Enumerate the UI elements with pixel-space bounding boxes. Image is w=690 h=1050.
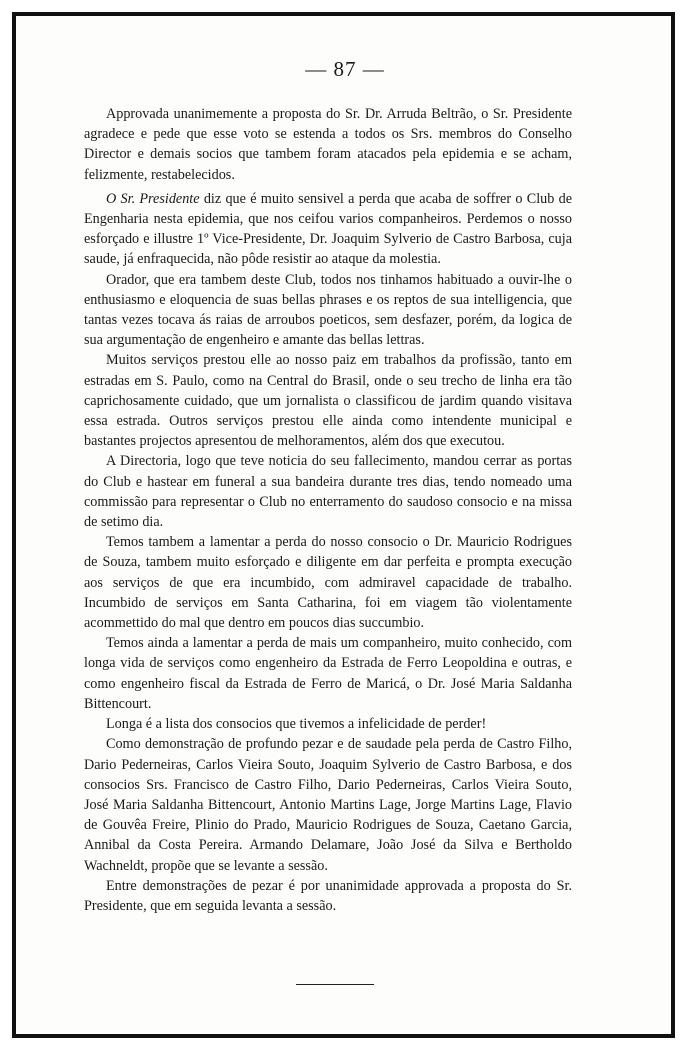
paragraph-text: Entre demonstrações de pezar é por unanimidade approvada a proposta do Sr. Presidente, que em seguida levanta a sessão.: [84, 877, 572, 914]
speaker-lead: O Sr. Presidente: [106, 190, 200, 207]
paragraph-text: Temos ainda a lamentar a perda de mais um companheiro, muito conhecido, com longa vida de serviços como engenheiro da Estrada de Ferro Leopoldina e outras, e como engenheiro fiscal da Estrada de Ferro de Maricá, o Dr. José Maria Saldanha Bittencourt.: [84, 635, 572, 712]
paragraph-text: Muitos serviços prestou elle ao nosso paiz em trabalhos da profissão, tanto em estradas em S. Paulo, como na Central do Brasil, onde o seu trecho de linha era tão caprichosamente cuidado, que um jornalista o classificou de jardim quando visitava essa estrada. Outros serviços prestou elle ainda como intendente municipal e bastantes projectos apresentou de melhoramentos, além dos que executou.: [84, 352, 572, 450]
paragraph-text: Longa é a lista dos consocios que tivemos a infelicidade de perder!: [106, 716, 487, 733]
paragraph-president-remarks: [84, 189, 572, 270]
paragraph-mauricio: [84, 532, 572, 633]
paragraph-text: Como demonstração de profundo pezar e de saudade pela perda de Castro Filho, Dario Pederneiras, Carlos Vieira Souto, Joaquim Sylverio de Castro Barbosa, e dos consocios Srs. Francisco de Castro Filho, Dario Pederneiras, Carlos Vieira Souto, José Maria Saldanha Bittencourt, Antonio Martins Lage, Jorge Martins Lage, Flavio de Gouvêa Freire, Plinio do Prado, Mauricio Rodrigues de Souza, Caetano Garcia, Annibal da Costa Pereira. Armando Delamare, João José da Silva e Bertholdo Wachneldt, propõe que se levante a sessão.: [84, 736, 572, 874]
paragraph-text: Approvada unanimemente a proposta do Sr. Dr. Arruda Beltrão, o Sr. Presidente agradece e pede que esse voto se estenda a todos os Srs. membros do Conselho Director e demais socios que tambem foram atacados pela epidemia e se acham, felizmente, restabelecidos.: [84, 106, 572, 183]
paragraph-text: Orador, que era tambem deste Club, todos nos tinhamos habituado a ouvir-lhe o enthusiasmo e eloquencia de suas bellas phrases e os reptos de sua intelligencia, que tantas vezes tocava ás raias de arroubos poeticos, sem desfazer, porém, da logica de sua argumentação de engenheiro e amante das bellas lettras.: [84, 271, 572, 349]
paragraph-saldanha: [84, 633, 572, 714]
paragraph-directoria: [84, 451, 572, 532]
paragraph-orator: [84, 270, 572, 351]
paragraph-list: [84, 714, 572, 734]
paragraph-text: diz que é muito sensivel a perda que acaba de soffrer o Club de Engenharia nesta epidemia, que nos ceifou varios companheiros. Perdemos o nosso esforçado e illustre 1º Vice-Presidente, Dr. Joaquim Sylverio de Castro Barbosa, cuja saude, já enfraquecida, não pôde resistir ao ataque da molestia.: [84, 190, 572, 268]
paragraph-closing: [84, 876, 572, 916]
paragraph-text: Temos tambem a lamentar a perda do nosso consocio o Dr. Mauricio Rodrigues de Souza, tambem muito esforçado e diligente em dar perfeita e prompta execução aos serviços de que era incumbido, com admiravel capacidade de trabalho. Incumbido de serviços em Santa Catharina, foi em viagem tão violentamente acommettido do mal que dentro em poucos dias succumbio.: [84, 534, 572, 632]
paragraph-approval: [84, 104, 572, 185]
paragraph-services: [84, 350, 572, 451]
document-body: [84, 104, 572, 916]
page-number: — 87 —: [305, 57, 385, 81]
closing-rule: [296, 984, 374, 985]
paragraph-demonstration: [84, 734, 572, 875]
paragraph-text: A Directoria, logo que teve noticia do seu fallecimento, mandou cerrar as portas do Club e hastear em funeral a sua bandeira durante tres dias, tendo nomeado uma commissão para representar o Club no enterramento do saudoso consocio e na missa de setimo dia.: [84, 453, 572, 531]
